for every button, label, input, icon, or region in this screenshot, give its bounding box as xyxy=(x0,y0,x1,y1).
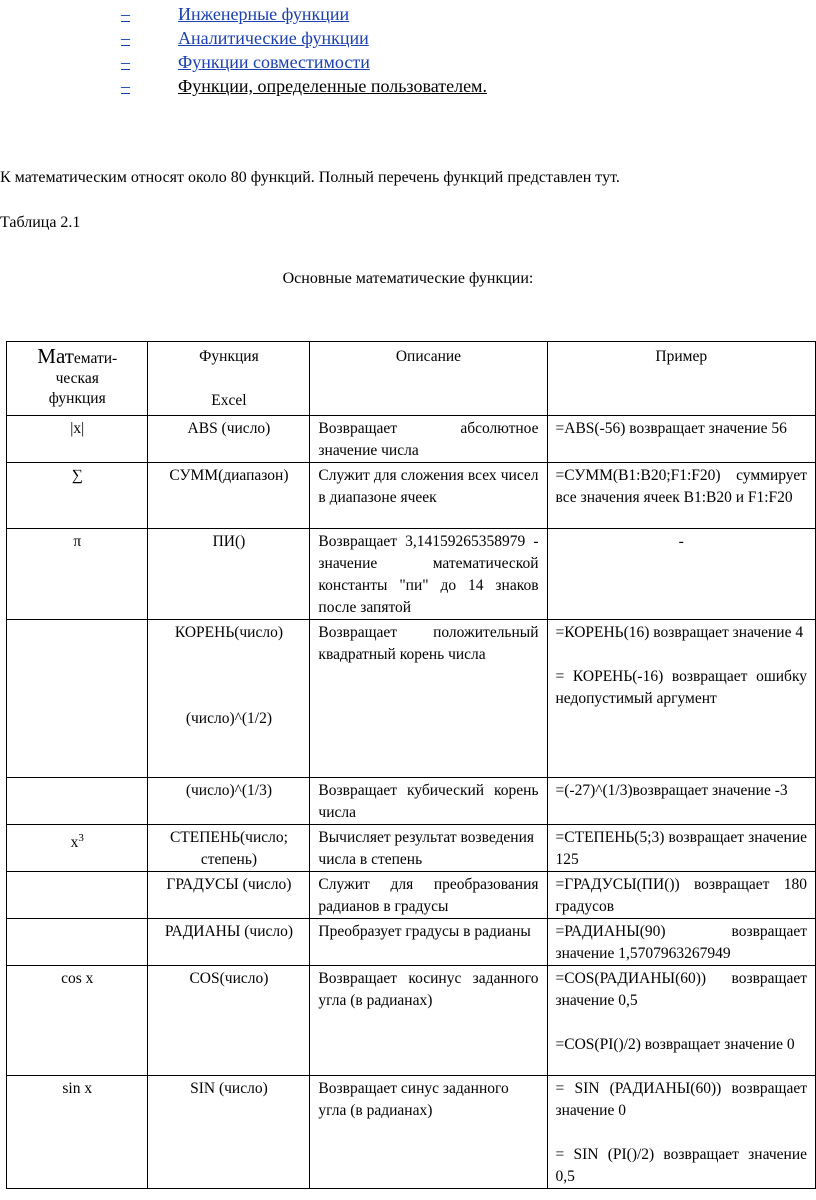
header-example: Пример xyxy=(547,342,815,416)
math-functions-table xyxy=(6,341,816,1189)
example-cell: =КОРЕНЬ(16) возвращает значение 4 = КОРЕНЬ(-16) возвращает ошибку недопустимый аргумент xyxy=(547,620,815,778)
description-cell: Вычисляет результат возведения числа в степень xyxy=(310,825,547,872)
description-cell: Возвращает положительный квадратный корень числа xyxy=(310,620,547,778)
header-excel-function: Функция Excel xyxy=(148,342,310,416)
function-cell: (число)^(1/3) xyxy=(148,778,310,825)
math-cell: $x^3$ xyxy=(7,825,148,872)
math-cell: sin x xyxy=(7,1076,148,1189)
function-cell: SIN (число) xyxy=(148,1076,310,1189)
table-row xyxy=(7,872,816,919)
header-description: Описание xyxy=(310,342,547,416)
function-cell: ГРАДУСЫ (число) xyxy=(148,872,310,919)
example-cell: =ABS(-56) возвращает значение 56 xyxy=(547,416,815,463)
table-row xyxy=(7,620,816,778)
math-cell xyxy=(7,919,148,966)
example-cell: =СТЕПЕНЬ(5;3) возвращает значение 125 xyxy=(547,825,815,872)
table-row xyxy=(7,1076,816,1189)
math-cell xyxy=(7,620,148,778)
table-label: Таблица 2.1 xyxy=(0,214,81,231)
example-cell: =ГРАДУСЫ(ПИ()) возвращает 180 градусов xyxy=(547,872,815,919)
table-row xyxy=(7,416,816,463)
intro-paragraph: К математическим относят около 80 функций. Полный перечень функций представлен тут. xyxy=(0,169,620,186)
example-cell: =СУММ(B1:B20;F1:F20) суммирует все значения ячеек B1:B20 и F1:F20 xyxy=(547,463,815,529)
description-cell: Преобразует градусы в радианы xyxy=(310,919,547,966)
description-cell: Возвращает кубический корень числа xyxy=(310,778,547,825)
toc-item-analytical[interactable]: – Аналитические функции xyxy=(121,28,369,48)
example-cell: =COS(РАДИАНЫ(60)) возвращает значение 0,5 =COS(PI()/2) возвращает значение 0 xyxy=(547,966,815,1076)
table-row xyxy=(7,778,816,825)
function-cell: СТЕПЕНЬ(число; степень) xyxy=(148,825,310,872)
math-cell: π xyxy=(7,529,148,620)
header-row xyxy=(7,342,816,416)
function-cell: ПИ() xyxy=(148,529,310,620)
description-cell: Возвращает косинус заданного угла (в радианах) xyxy=(310,966,547,1076)
description-cell: Возвращает абсолютное значение числа xyxy=(310,416,547,463)
toc-item-compatibility[interactable]: – Функции совместимости xyxy=(121,52,370,72)
function-cell: ABS (число) xyxy=(148,416,310,463)
toc-item-engineering[interactable]: – Инженерные функции xyxy=(121,4,350,24)
math-cell xyxy=(7,778,148,825)
table-caption: Основные математические функции: xyxy=(282,270,534,287)
table-row xyxy=(7,919,816,966)
table-row xyxy=(7,463,816,529)
table-row xyxy=(7,825,816,872)
function-cell: КОРЕНЬ(число) (число)^(1/2) xyxy=(148,620,310,778)
function-cell: СУММ(диапазон) xyxy=(148,463,310,529)
function-category-list xyxy=(121,2,487,98)
function-cell: РАДИАНЫ (число) xyxy=(148,919,310,966)
description-cell: Возвращает синус заданного угла (в радианах) xyxy=(310,1076,547,1189)
description-cell: Служит для преобразования радианов в градусы xyxy=(310,872,547,919)
math-cell: cos x xyxy=(7,966,148,1076)
math-cell xyxy=(7,872,148,919)
toc-item-user-defined[interactable]: – Функции, определенные пользователем. xyxy=(121,76,487,96)
example-cell: = SIN (РАДИАНЫ(60)) возвращает значение 0 = SIN (PI()/2) возвращает значение 0,5 xyxy=(547,1076,815,1189)
example-cell: =(-27)^(1/3)возвращает значение -3 xyxy=(547,778,815,825)
table-row xyxy=(7,966,816,1076)
header-math-function: Математи- ческая функция xyxy=(7,342,148,416)
function-cell: COS(число) xyxy=(148,966,310,1076)
math-cell: ∑ xyxy=(7,463,148,529)
example-cell: - xyxy=(547,529,815,620)
example-cell: =РАДИАНЫ(90) возвращает значение 1,5707963267949 xyxy=(547,919,815,966)
description-cell: Возвращает 3,14159265358979 - значение математической константы "пи" до 14 знаков после запятой xyxy=(310,529,547,620)
table-row xyxy=(7,529,816,620)
description-cell: Служит для сложения всех чисел в диапазоне ячеек xyxy=(310,463,547,529)
math-cell: |x| xyxy=(7,416,148,463)
